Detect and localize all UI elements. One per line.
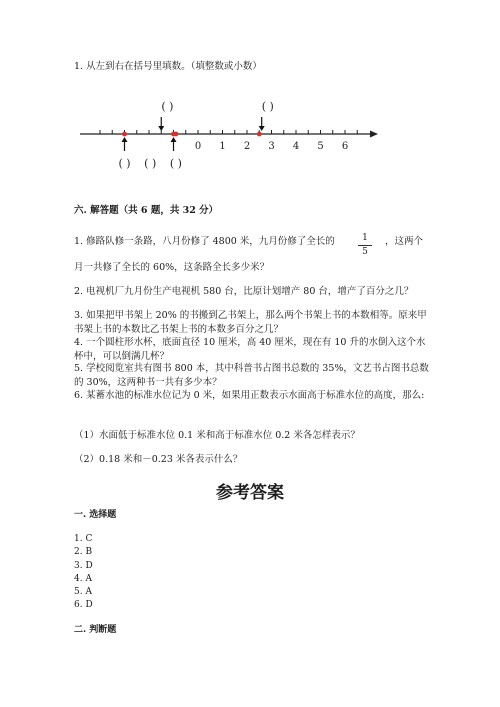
question-library: 5. 学校阅览室共有图书 800 本，其中科普书占图书总数的 35%，文艺书占图书总数的 30%，这两种书一共有多少本？ (74, 363, 429, 388)
answers-section-choice: 一. 选择题 (74, 510, 117, 520)
answer-item: 6. D (74, 600, 93, 610)
number-line-label: 1 (219, 141, 226, 152)
number-line-point (174, 132, 179, 137)
question-road-line1-end: ，这两个 (385, 236, 424, 247)
answers-section-judge: 二. 判断题 (74, 625, 117, 635)
question-water: 6. 某蓄水池的标准水位记为 0 米，如果用正数表示水面高于标准水位的高度，那么: (74, 390, 425, 401)
number-line-label: 4 (292, 141, 300, 152)
answers-title: 参考答案 (216, 483, 284, 503)
question-water-part2: （2）0.18 米和－0.23 米各表示什么？ (74, 454, 243, 465)
number-line-point (122, 132, 127, 137)
up-arrow-head (171, 137, 177, 142)
number-line-arrowhead (370, 131, 378, 138)
section-6-heading: 六. 解答题（共 6 题，共 32 分） (74, 205, 219, 216)
question-cup: 4. 一个圆柱形水杯，底面直径 10 厘米，高 40 厘米，现在有 10 升的水倒入这个水杯中，可以倒满几杯？ (74, 337, 426, 362)
fraction-numerator: 1 (362, 233, 368, 243)
fraction-denominator: 5 (362, 247, 368, 257)
number-line-label: 2 (243, 141, 251, 152)
number-line-figure (70, 96, 450, 180)
fraction-one-fifth (358, 233, 372, 258)
answer-item: 1. C (74, 534, 93, 544)
up-arrow-head (122, 137, 128, 142)
down-arrow-head (158, 126, 164, 131)
question-road-line2: 月一共修了全长的 60%，这条路全长多少米？ (74, 262, 270, 273)
number-line-label: 0 (194, 141, 202, 152)
answer-bracket-bottom: ( ) (144, 157, 157, 170)
number-line-label: 6 (341, 141, 349, 152)
answer-bracket-bottom: ( ) (118, 157, 131, 170)
number-line-labels (195, 141, 348, 152)
question-tv: 2. 电视机厂九月份生产电视机 580 台，比原计划增产 80 台，增产了百分之几？ (74, 286, 414, 297)
answer-bracket-top: ( ) (161, 100, 174, 113)
answer-item: 5. A (74, 587, 92, 597)
number-line-ticks (100, 130, 357, 134)
answer-bracket-bottom: ( ) (169, 157, 182, 170)
question-road-line1: 1. 修路队修一条路，八月份修了 4800 米，九月份修了全长的 (74, 236, 335, 247)
question-fill-prompt: 1. 从左到右在括号里填数。（填整数或小数） (74, 61, 262, 72)
number-line-brackets (118, 100, 273, 170)
answer-bracket-top: ( ) (261, 100, 274, 113)
answer-item: 4. A (74, 574, 92, 584)
number-line-point (257, 132, 262, 137)
answer-item: 2. B (74, 547, 93, 557)
question-water-part1: （1）水面低于标准水位 0.1 米和高于标准水位 0.2 米各怎样表示？ (74, 430, 360, 441)
fraction-bar (358, 245, 372, 246)
question-books: 3. 如果把甲书架上 20% 的书搬到乙书架上，那么两个书架上书的本数相等。原来甲书架上书的本数比乙书架上书的本数多百分之几？ (74, 310, 427, 335)
number-line-label: 5 (317, 141, 324, 152)
answer-item: 3. D (74, 561, 93, 571)
number-line-label: 3 (268, 141, 275, 152)
